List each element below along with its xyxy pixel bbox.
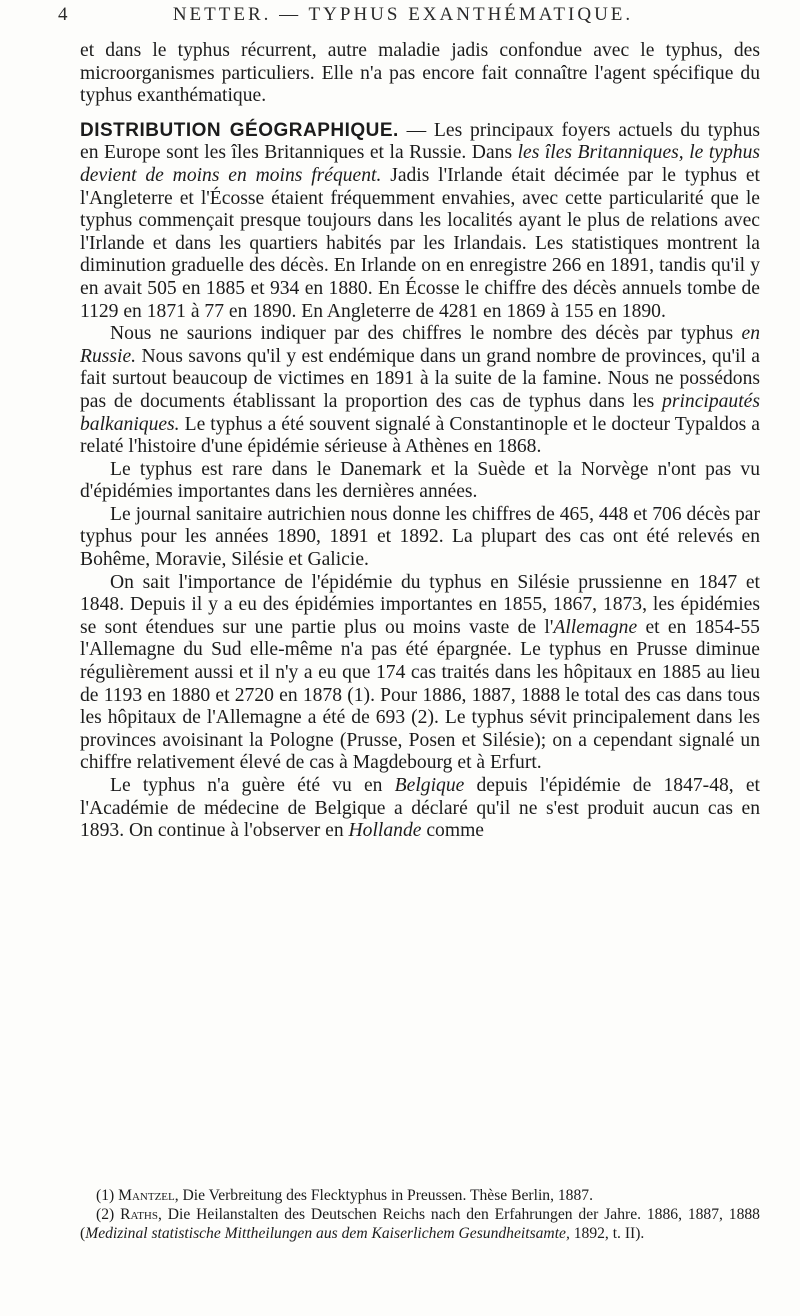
- running-title: NETTER. — TYPHUS EXANTHÉMATIQUE.: [172, 4, 634, 25]
- section-heading: DISTRIBUTION GÉOGRAPHIQUE.: [80, 119, 399, 141]
- page-number: 4: [58, 4, 70, 25]
- paragraph-geographic-distribution: DISTRIBUTION GÉOGRAPHIQUE. — Les principaux foyers actuels du typhus en Europe sont les îles Britanniques et la Russie. Dans les îles Britanniques, le typhus devient de moins en moins fréquent. Jadis l'Irlande était décimée par le typhus et l'Angleterre et l'Écosse étaient fréquemment envahies, avec cette particularité que le typhus commençait presque toujours dans les localités ayant le plus de relations avec l'Irlande et dans les quartiers habités par les Irlandais. Les statistiques montrent la diminution graduelle des décès. En Irlande on en enregistre 266 en 1891, tandis qu'il y en avait 505 en 1885 et 934 en 1880. En Écosse le chiffre des décès annuels tombe de 1129 en 1871 à 77 en 1890. En Angleterre de 4281 en 1869 à 155 en 1890.: [80, 119, 760, 322]
- footnote-author: Raths: [120, 1206, 158, 1223]
- paragraph-germany: On sait l'importance de l'épidémie du typhus en Silésie prussienne en 1847 et 1848. Depuis il y a eu des épidémies importantes en 1855, 1867, 1873, les épidémies se sont étendues sur une partie plus ou moins vaste de l'Allemagne et en 1854-55 l'Allemagne du Sud elle-même n'a pas été épargnée. Le typhus en Prusse diminue régulièrement aussi et il n'y a eu que 174 cas traités dans les hôpitaux en 1885 au lieu de 1193 en 1880 et 2720 en 1878 (1). Pour 1886, 1887, 1888 le total des cas dans tous les hôpitaux de l'Allemagne a été de 693 (2). Le typhus sévit principalement dans les provinces avoisinant la Pologne (Prusse, Posen et Silésie); on a cependant signalé un chiffre relativement élevé de cas à Magdebourg et à Erfurt.: [80, 571, 760, 774]
- body-text: [80, 40, 760, 843]
- footnote-1: (1) Mantzel, Die Verbreitung des Flecktyphus in Preussen. Thèse Berlin, 1887.: [96, 1187, 593, 1204]
- footnotes: [80, 1186, 760, 1243]
- paragraph-belgium: Le typhus n'a guère été vu en Belgique depuis l'épidémie de 1847-48, et l'Académie de médecine de Belgique a déclaré qu'il ne s'est produit aucun cas en 1893. On continue à l'observer en Hollande comme: [80, 775, 761, 842]
- footnote-2: (2) Raths, Die Heilanstalten des Deutschen Reichs nach den Erfahrungen der Jahre. 1886, 1887, 1888 (Medizinal statistische Mittheilungen aus dem Kaiserlichem Gesundheitsamte, 1892, t. II).: [80, 1206, 760, 1242]
- paragraph-continuation: et dans le typhus récurrent, autre maladie jadis confondue avec le typhus, des microorganismes particuliers. Elle n'a pas encore fait connaître l'agent spécifique du typhus exanthématique.: [80, 40, 760, 107]
- paragraph-austria: Le journal sanitaire autrichien nous donne les chiffres de 465, 448 et 706 décès par typhus pour les années 1890, 1891 et 1892. La plupart des cas ont été relevés en Bohême, Moravie, Silésie et Galicie.: [80, 503, 760, 571]
- footnote-author: Mantzel: [118, 1187, 175, 1204]
- running-header: [58, 4, 748, 30]
- paragraph-scandinavia: Le typhus est rare dans le Danemark et la Suède et la Norvège n'ont pas vu d'épidémies importantes dans les dernières années.: [80, 458, 760, 503]
- paragraph-russia: Nous ne saurions indiquer par des chiffres le nombre des décès par typhus en Russie. Nous savons qu'il y est endémique dans un grand nombre de provinces, qu'il a fait surtout beaucoup de victimes en 1891 à la suite de la famine. Nous ne possédons pas de documents établissant la proportion des cas de typhus dans les principautés balkaniques. Le typhus a été souvent signalé à Constantinople et le docteur Typaldos a relaté l'histoire d'une épidémie sérieuse à Athènes en 1868.: [80, 323, 760, 458]
